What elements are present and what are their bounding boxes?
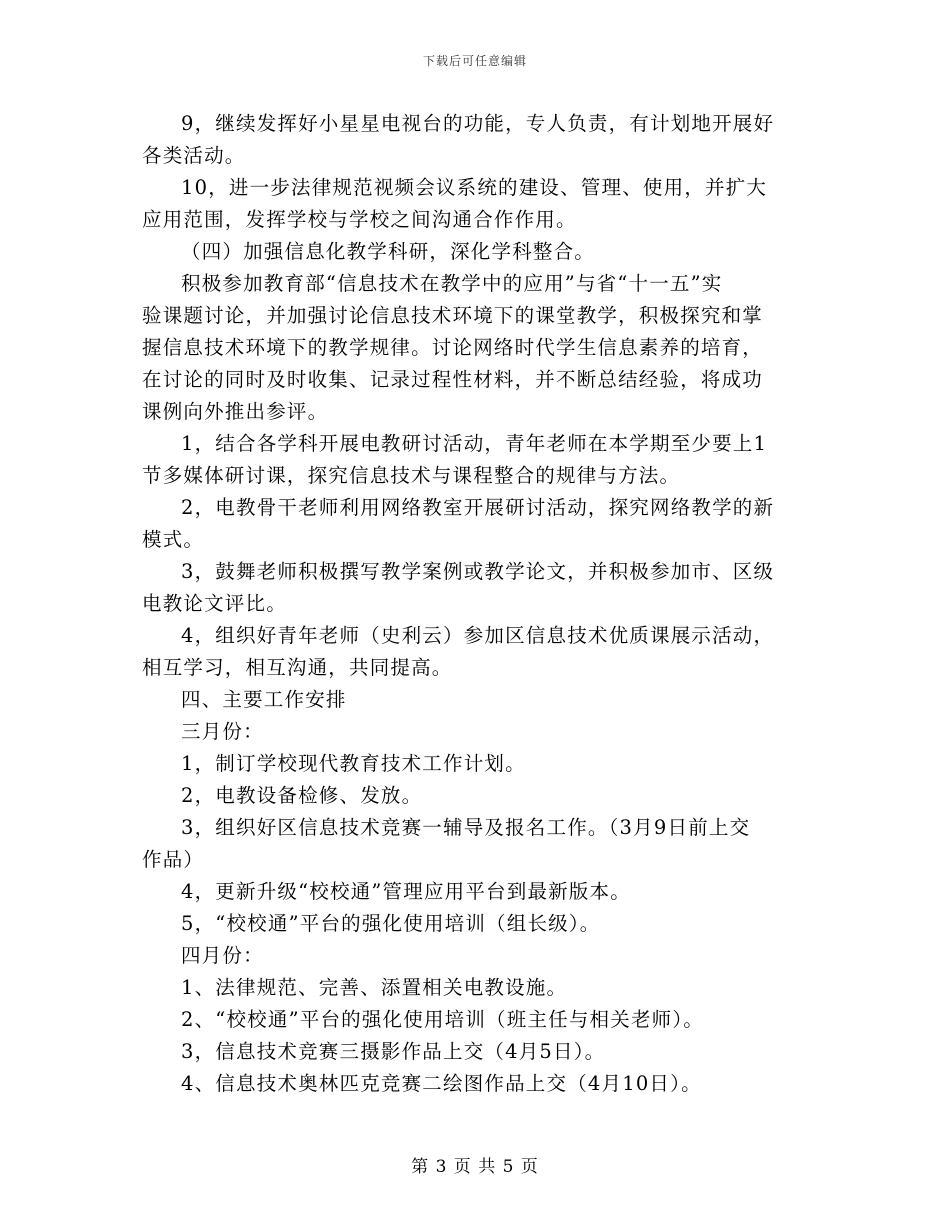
text-line: 2、“校校通”平台的强化使用培训（班主任与相关老师）。 — [181, 1008, 704, 1031]
page-header: 下载后可任意编辑 — [422, 54, 527, 68]
text-line: 电教论文评比。 — [142, 592, 287, 615]
text-line: 2，电教骨干老师利用网络教室开展研讨活动，探究网络教学的新 — [181, 496, 775, 519]
text-line: 4，更新升级“校校通”管理应用平台到最新版本。 — [181, 880, 631, 903]
page-footer: 第 3 页 共 5 页 — [411, 1157, 539, 1177]
text-line: 3，组织好区信息技术竞赛一辅导及报名工作。（3月9日前上交 — [181, 816, 751, 839]
text-line: 三月份： — [181, 720, 264, 743]
text-line: 在讨论的同时及时收集、记录过程性材料，并不断总结经验，将成功 — [142, 368, 764, 391]
text-line: 9，继续发挥好小星星电视台的功能，专人负责，有计划地开展好 — [181, 112, 775, 135]
text-line: 4、信息技术奥林匹克竞赛二绘图作品上交（4月10日）。 — [181, 1072, 702, 1095]
text-line: 相互学习，相互沟通，共同提高。 — [142, 656, 453, 679]
document-body — [142, 108, 810, 1100]
text-line: 四、主要工作安排 — [181, 688, 347, 711]
text-line: 3，信息技术竞赛三摄影作品上交（4月5日）。 — [181, 1040, 606, 1063]
text-line: 作品） — [142, 848, 205, 871]
text-line: 10，进一步法律规范视频会议系统的建设、管理、使用，并扩大 — [181, 176, 768, 199]
text-line: 课例向外推出参评。 — [142, 400, 329, 423]
text-line: （四）加强信息化教学科研，深化学科整合。 — [181, 240, 596, 263]
text-line: 节多媒体研讨课，探究信息技术与课程整合的规律与方法。 — [142, 464, 681, 487]
text-line: 应用范围，发挥学校与学校之间沟通合作作用。 — [142, 208, 577, 231]
text-line: 3，鼓舞老师积极撰写教学案例或教学论文，并积极参加市、区级 — [181, 560, 775, 583]
text-line: 5，“校校通”平台的强化使用培训（组长级）。 — [181, 912, 601, 935]
text-line: 握信息技术环境下的教学规律。讨论网络时代学生信息素养的培育， — [142, 336, 764, 359]
text-line: 4，组织好青年老师（史利云）参加区信息技术优质课展示活动， — [181, 624, 775, 647]
text-line: 1，制订学校现代教育技术工作计划。 — [181, 752, 526, 775]
text-line: 2，电教设备检修、发放。 — [181, 784, 423, 807]
text-line: 四月份： — [181, 944, 264, 967]
text-line: 1、法律规范、完善、添置相关电教设施。 — [181, 976, 568, 999]
text-line: 验课题讨论，并加强讨论信息技术环境下的课堂教学，积极探究和掌 — [142, 304, 764, 327]
text-line: 1，结合各学科开展电教研讨活动，青年老师在本学期至少要上1 — [181, 432, 768, 455]
text-line: 积极参加教育部“信息技术在教学中的应用”与省“十一五”实 — [181, 272, 723, 295]
text-line: 各类活动。 — [142, 144, 246, 167]
text-line: 模式。 — [142, 528, 205, 551]
